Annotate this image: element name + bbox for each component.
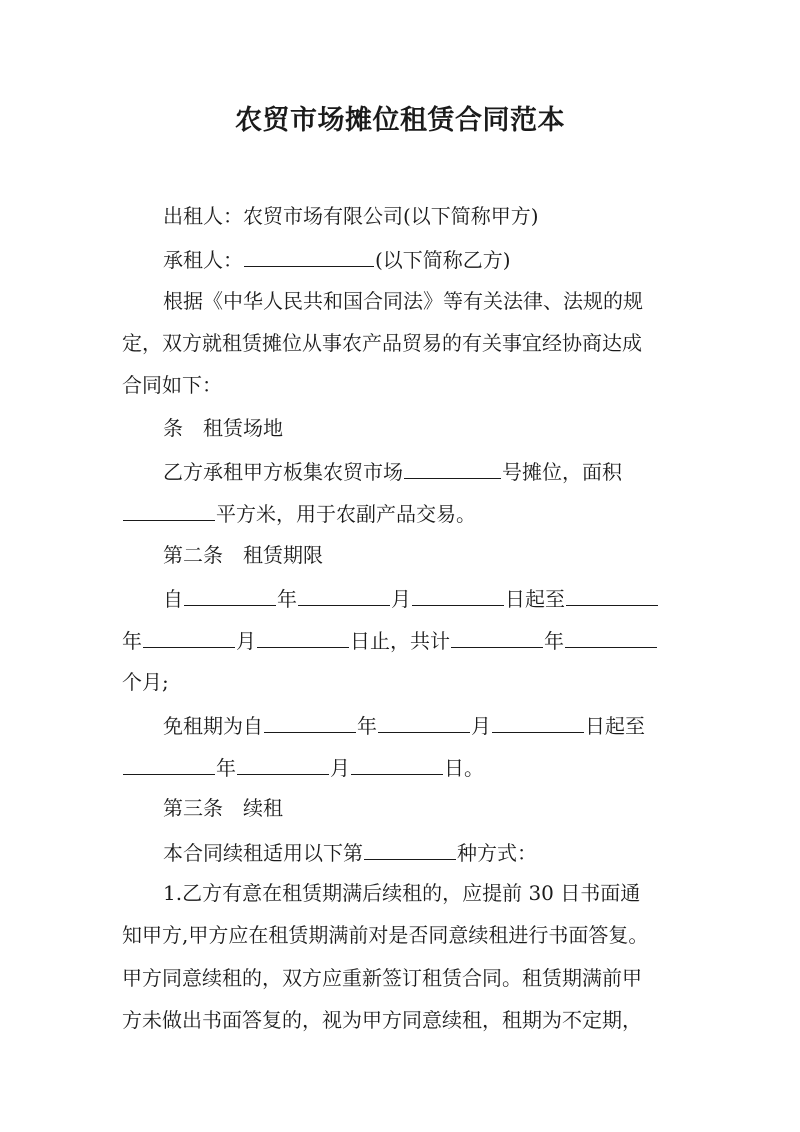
total-label: 日止，共计	[350, 629, 450, 653]
month-label: 月	[471, 714, 491, 738]
start-year-blank	[184, 583, 276, 606]
article1-line-2	[122, 498, 476, 528]
total-year-blank	[451, 625, 543, 648]
end-year-blank	[566, 583, 658, 606]
free-start-month-blank	[378, 710, 470, 733]
end-month-blank	[143, 625, 235, 648]
renewal-method-text-a: 本合同续租适用以下第	[163, 841, 363, 865]
day-label: 日。	[444, 756, 484, 780]
free-rent-line-1	[163, 710, 645, 740]
article3-para-line-4: 方未做出书面答复的，视为甲方同意续租，租期为不定期，	[122, 1008, 642, 1032]
document-title: 农贸市场摊位租赁合同范本	[235, 105, 565, 136]
free-end-month-blank	[237, 752, 329, 775]
month-label: 月	[391, 587, 411, 611]
lessor-line: 出租人：农贸市场有限公司(以下简称甲方)	[163, 204, 539, 228]
term-from-label: 自	[163, 587, 183, 611]
intro-line-2: 定，双方就租赁摊位从事农产品贸易的有关事宜经协商达成	[122, 331, 642, 355]
month-label: 月	[330, 756, 350, 780]
total-month-blank	[565, 625, 657, 648]
lessee-prefix: 承租人：	[163, 248, 243, 272]
year-label: 年	[122, 629, 142, 653]
stall-number-blank	[404, 456, 501, 479]
article2-line-1	[163, 583, 659, 613]
start-month-blank	[298, 583, 390, 606]
year-label: 年	[216, 756, 236, 780]
article1-line-1	[163, 456, 622, 486]
lessee-suffix: (以下简称乙方)	[375, 248, 511, 272]
article3-line-1	[163, 837, 537, 867]
intro-line-3: 合同如下：	[122, 373, 222, 397]
free-start-day-blank	[492, 710, 584, 733]
renewal-method-text-b: 种方式：	[457, 841, 537, 865]
article1-text-b: 号摊位，面积	[502, 460, 622, 484]
area-blank	[123, 498, 215, 521]
free-rent-label: 免租期为自	[163, 714, 263, 738]
article3-para-line-1: 1.乙方有意在租赁期满后续租的，应提前 30 日书面通	[163, 881, 641, 905]
lessee-line	[163, 244, 511, 274]
month-label: 月	[236, 629, 256, 653]
article3-para-line-2: 知甲方,甲方应在租赁期满前对是否同意续租进行书面答复。	[122, 923, 649, 947]
year-label: 年	[357, 714, 377, 738]
year-label: 年	[277, 587, 297, 611]
article1-text-c: 平方米，用于农副产品交易。	[216, 502, 476, 526]
end-day-blank	[257, 625, 349, 648]
free-end-year-blank	[123, 752, 215, 775]
lessee-blank	[244, 244, 374, 267]
renewal-method-blank	[364, 837, 456, 860]
free-start-year-blank	[264, 710, 356, 733]
start-day-blank	[412, 583, 504, 606]
article2-line-2	[122, 625, 658, 655]
year-label: 年	[544, 629, 564, 653]
day-to-label: 日起至	[505, 587, 565, 611]
article2-heading: 第二条 租赁期限	[163, 543, 323, 567]
article1-text-a: 乙方承租甲方板集农贸市场	[163, 460, 403, 484]
article2-line-3: 个月;	[122, 670, 169, 694]
free-rent-line-2	[122, 752, 484, 782]
day-to-label: 日起至	[585, 714, 645, 738]
free-end-day-blank	[351, 752, 443, 775]
intro-line-1: 根据《中华人民共和国合同法》等有关法律、法规的规	[163, 289, 643, 313]
article3-para-line-3: 甲方同意续租的，双方应重新签订租赁合同。租赁期满前甲	[122, 966, 642, 990]
article1-heading: 条 租赁场地	[163, 416, 283, 440]
article3-heading: 第三条 续租	[163, 796, 283, 820]
